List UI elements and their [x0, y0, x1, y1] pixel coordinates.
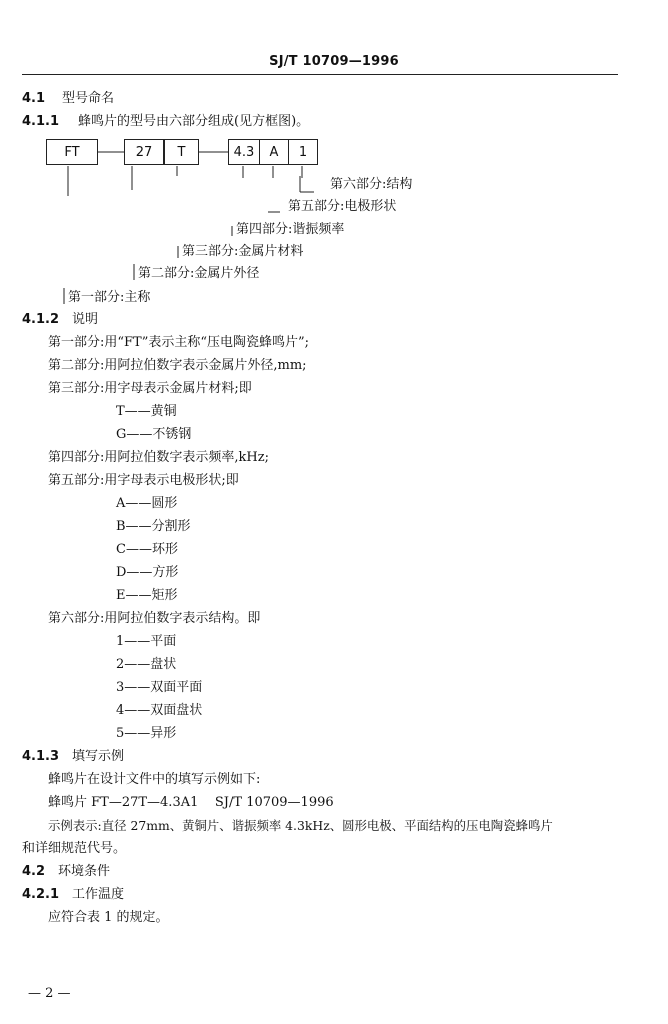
explain-line-17: 4——双面盘状	[116, 703, 203, 718]
explain-line-9: B——分割形	[116, 519, 191, 534]
explain-line-2: 第二部分:用阿拉伯数字表示金属片外径,mm;	[48, 358, 307, 373]
example-line-3: 示例表示:直径 27mm、黄铜片、谐振频率 4.3kHz、圆形电极、平面结构的压电陶瓷蜂鸣片	[48, 818, 553, 833]
section-4-1-1-text: 蜂鸣片的型号由六部分组成(见方框图)。	[78, 114, 310, 129]
section-4-2-number: 4.2	[22, 864, 46, 879]
example-line-2: 蜂鸣片 FT—27T—4.3A1 SJ/T 10709—1996	[48, 795, 334, 810]
section-4-2-1-title: 工作温度	[72, 887, 125, 902]
section-4-1-2-number: 4.1.2	[22, 312, 60, 327]
explain-line-14: 1——平面	[116, 634, 177, 649]
model-diagram-lines	[0, 0, 668, 320]
model-box-1: 1	[288, 139, 318, 165]
explain-line-12: E——矩形	[116, 588, 178, 603]
section-4-1-number: 4.1	[22, 91, 46, 106]
explain-line-10: C——环形	[116, 542, 178, 557]
section-4-2-title: 环境条件	[58, 864, 111, 879]
model-box-4-3: 4.3	[228, 139, 260, 165]
standard-header: SJ/T 10709—1996	[269, 54, 399, 69]
explain-line-13: 第六部分:用阿拉伯数字表示结构。即	[48, 611, 261, 626]
diagram-label-part-5: 第五部分:电极形状	[288, 199, 397, 214]
diagram-label-part-2: 第二部分:金属片外径	[138, 266, 260, 281]
section-4-1-3-title: 填写示例	[72, 749, 125, 764]
model-box-t: T	[164, 139, 199, 165]
section-4-1-2-title: 说明	[72, 312, 99, 327]
example-line-1: 蜂鸣片在设计文件中的填写示例如下:	[48, 772, 261, 787]
section-4-2-1-text: 应符合表 1 的规定。	[48, 910, 169, 925]
model-box-a: A	[259, 139, 289, 165]
explain-line-1: 第一部分:用“FT”表示主称“压电陶瓷蜂鸣片”;	[48, 335, 310, 350]
model-box-ft: FT	[46, 139, 98, 165]
page-number: — 2 —	[28, 986, 71, 1001]
model-box-27: 27	[124, 139, 164, 165]
explain-line-18: 5——异形	[116, 726, 177, 741]
diagram-label-part-6: 第六部分:结构	[330, 177, 413, 192]
example-line-4: 和详细规范代号。	[22, 841, 127, 856]
explain-line-5: G——不锈钢	[116, 427, 192, 442]
explain-line-16: 3——双面平面	[116, 680, 203, 695]
explain-line-15: 2——盘状	[116, 657, 177, 672]
diagram-label-part-3: 第三部分:金属片材料	[182, 244, 304, 259]
section-4-1-1-number: 4.1.1	[22, 114, 60, 129]
explain-line-4: T——黄铜	[116, 404, 177, 419]
section-4-2-1-number: 4.2.1	[22, 887, 60, 902]
diagram-label-part-1: 第一部分:主称	[68, 290, 151, 305]
explain-line-8: A——圆形	[116, 496, 178, 511]
section-4-1-3-number: 4.1.3	[22, 749, 60, 764]
explain-line-11: D——方形	[116, 565, 179, 580]
explain-line-6: 第四部分:用阿拉伯数字表示频率,kHz;	[48, 450, 269, 465]
diagram-label-part-4: 第四部分:谐振频率	[236, 222, 345, 237]
section-4-1-title: 型号命名	[62, 91, 115, 106]
explain-line-3: 第三部分:用字母表示金属片材料;即	[48, 381, 252, 396]
explain-line-7: 第五部分:用字母表示电极形状;即	[48, 473, 239, 488]
